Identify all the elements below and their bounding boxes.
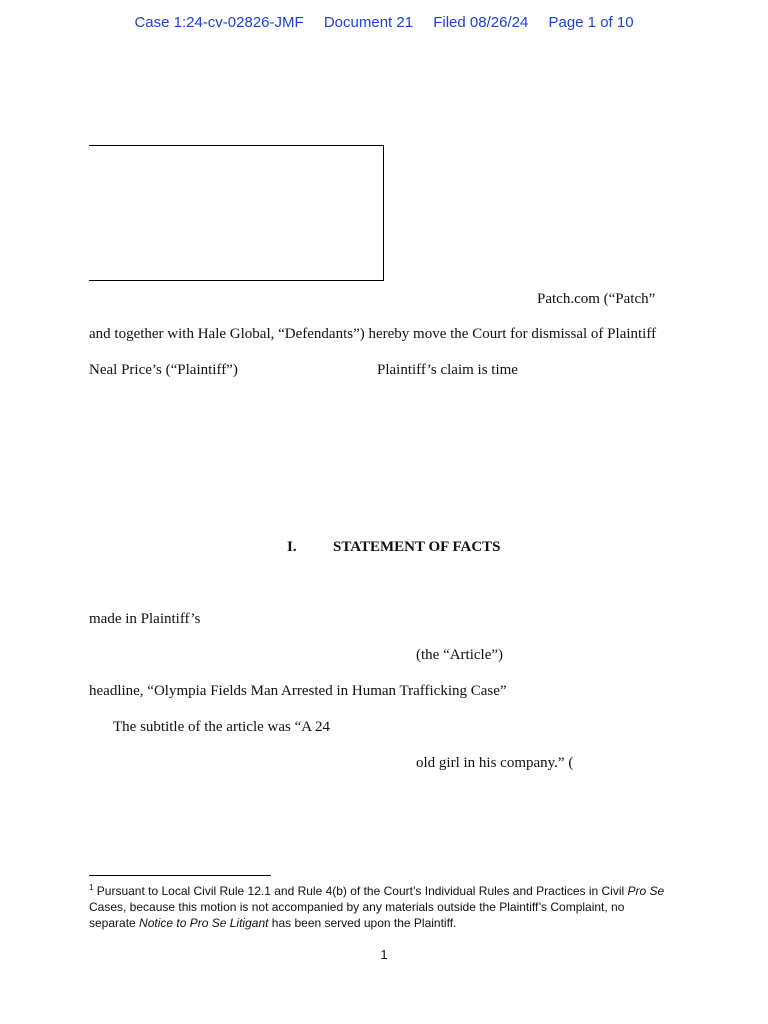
page-count: Page 1 of 10	[548, 14, 634, 31]
section-number: I.	[287, 539, 297, 555]
case-caption-box	[89, 145, 384, 281]
body-line-subtitle: The subtitle of the article was “A 24	[113, 719, 331, 735]
body-line-made: made in Plaintiff’s	[89, 611, 201, 627]
footnote-text-a: Pursuant to Local Civil Rule 12.1 and Rule 4(b) of the Court’s Individual Rules and Practices in Civil	[93, 884, 628, 898]
footnote-marker: 1	[89, 883, 94, 892]
body-line-article: (the “Article”)	[416, 647, 504, 663]
footnote-divider	[89, 875, 271, 876]
document-number: Document 21	[323, 14, 414, 31]
body-line-neal-price: Neal Price’s (“Plaintiff”)	[89, 362, 238, 378]
section-heading: STATEMENT OF FACTS	[333, 539, 501, 555]
footnote-text-e: has been served upon the Plaintiff.	[268, 916, 457, 930]
body-line-headline: headline, “Olympia Fields Man Arrested in Human Trafficking Case”	[89, 683, 507, 699]
page-number: 1	[380, 947, 388, 962]
body-line-old-girl: old girl in his company.” (	[416, 755, 574, 771]
case-number: Case 1:24-cv-02826-JMF	[134, 14, 304, 31]
filed-date: Filed 08/26/24	[433, 14, 529, 31]
footnote-text-pro-se: Pro Se	[627, 884, 665, 898]
footnote-text-notice: Notice to Pro Se Litigant	[139, 916, 269, 930]
body-line-claim-time: Plaintiff’s claim is time	[377, 362, 518, 378]
footnote	[89, 883, 669, 931]
body-line-patch: Patch.com (“Patch”	[537, 291, 656, 307]
ecf-header	[0, 14, 768, 31]
footnote-text-c: Cases, because this motion is not accompanied by any materials outside the Plaintiff’s Complaint, no separate	[89, 900, 625, 930]
body-line-together: and together with Hale Global, “Defendants”) hereby move the Court for dismissal of Plaintiff	[89, 326, 657, 342]
